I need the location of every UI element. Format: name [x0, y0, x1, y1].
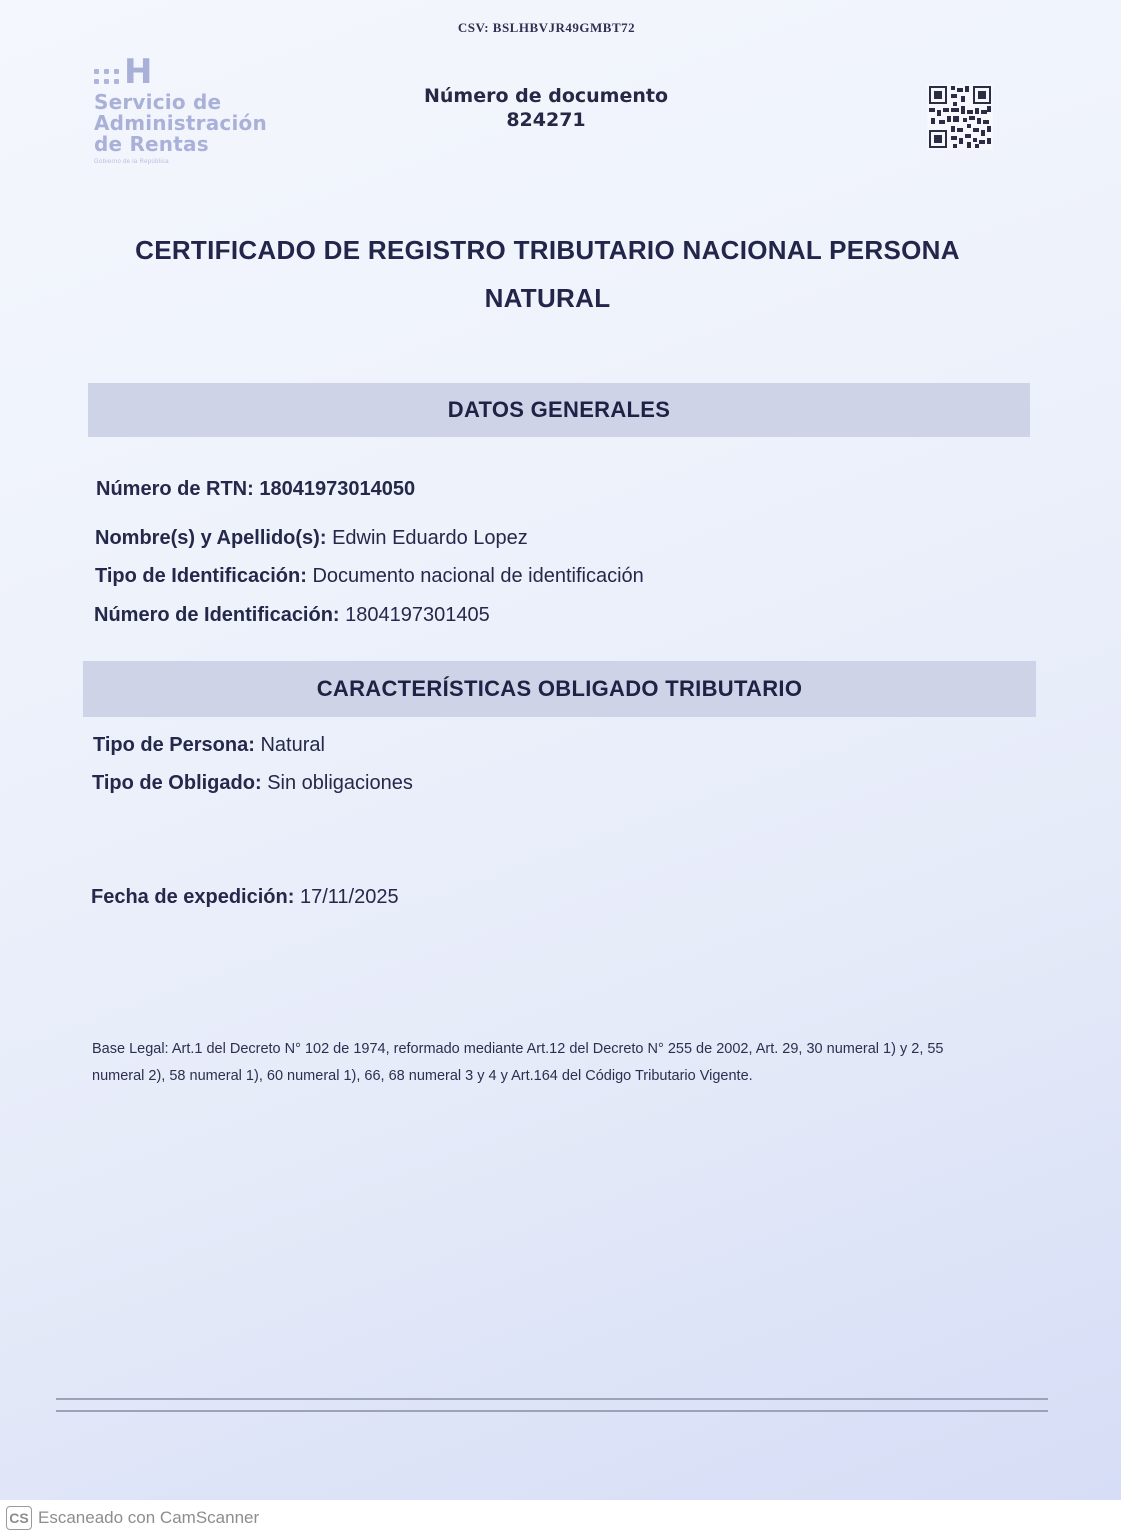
- person-type-value: Natural: [260, 734, 325, 756]
- rtn-value: 18041973014050: [259, 478, 416, 500]
- section-header-datos-generales: DATOS GENERALES: [88, 383, 1030, 437]
- name-label: Nombre(s) y Apellido(s):: [95, 527, 327, 549]
- obligado-type-value: Sin obligaciones: [267, 772, 413, 794]
- footer-rule-top: [56, 1398, 1048, 1400]
- document-number-value: 824271: [506, 109, 586, 131]
- rtn-label: Número de RTN:: [96, 478, 254, 500]
- person-type-field: [93, 734, 325, 757]
- footer-rule-bottom: [56, 1410, 1048, 1412]
- id-number-value: 1804197301405: [345, 604, 490, 626]
- csv-code: CSV: BSLHBVJR49GMBT72: [457, 20, 636, 35]
- document-number-label: Número de documento: [423, 85, 669, 107]
- id-type-label: Tipo de Identificación:: [95, 565, 307, 587]
- legal-basis: Base Legal: Art.1 del Decreto N° 102 de 1974, reformado mediante Art.12 del Decreto N° 255 de 2002, Art. 29, 30 numeral 1) y 2, 55 numeral 2), 58 numeral 1), 60 numeral 1), 66, 68 numeral 3 y 4 y Art.164 del Código Tributario Vigente.: [92, 1041, 944, 1084]
- issue-date-label: Fecha de expedición:: [91, 886, 295, 908]
- logo-line-1: Servicio de: [94, 90, 222, 114]
- logo-line-3: de Rentas: [94, 132, 209, 156]
- person-type-label: Tipo de Persona:: [93, 734, 255, 756]
- obligado-type-field: [92, 772, 413, 795]
- id-number-label: Número de Identificación:: [94, 604, 340, 626]
- obligado-type-label: Tipo de Obligado:: [92, 772, 262, 794]
- issue-date-field: [91, 886, 399, 909]
- scanner-footer: [0, 1500, 1121, 1539]
- name-value: Edwin Eduardo Lopez: [332, 527, 528, 549]
- logo-line-2: Administración: [94, 111, 267, 135]
- rtn-field: [96, 478, 415, 501]
- camscanner-icon: CS: [6, 1506, 32, 1530]
- id-type-value: Documento nacional de identificación: [312, 565, 644, 587]
- section-header-caracteristicas: CARACTERÍSTICAS OBLIGADO TRIBUTARIO: [83, 661, 1036, 717]
- certificate-title: CERTIFICADO DE REGISTRO TRIBUTARIO NACIONAL PERSONA NATURAL: [135, 235, 960, 313]
- id-type-field: [95, 565, 644, 588]
- qr-code-icon: [927, 84, 993, 150]
- logo-subtitle: Gobierno de la República: [94, 159, 169, 165]
- logo-mark-icon: H: [94, 56, 304, 88]
- sar-logo: [94, 52, 304, 165]
- issue-date-value: 17/11/2025: [299, 886, 399, 908]
- name-field: [95, 527, 528, 550]
- camscanner-text: Escaneado con CamScanner: [38, 1508, 260, 1527]
- document-number-block: [420, 84, 672, 132]
- id-number-field: [94, 604, 490, 627]
